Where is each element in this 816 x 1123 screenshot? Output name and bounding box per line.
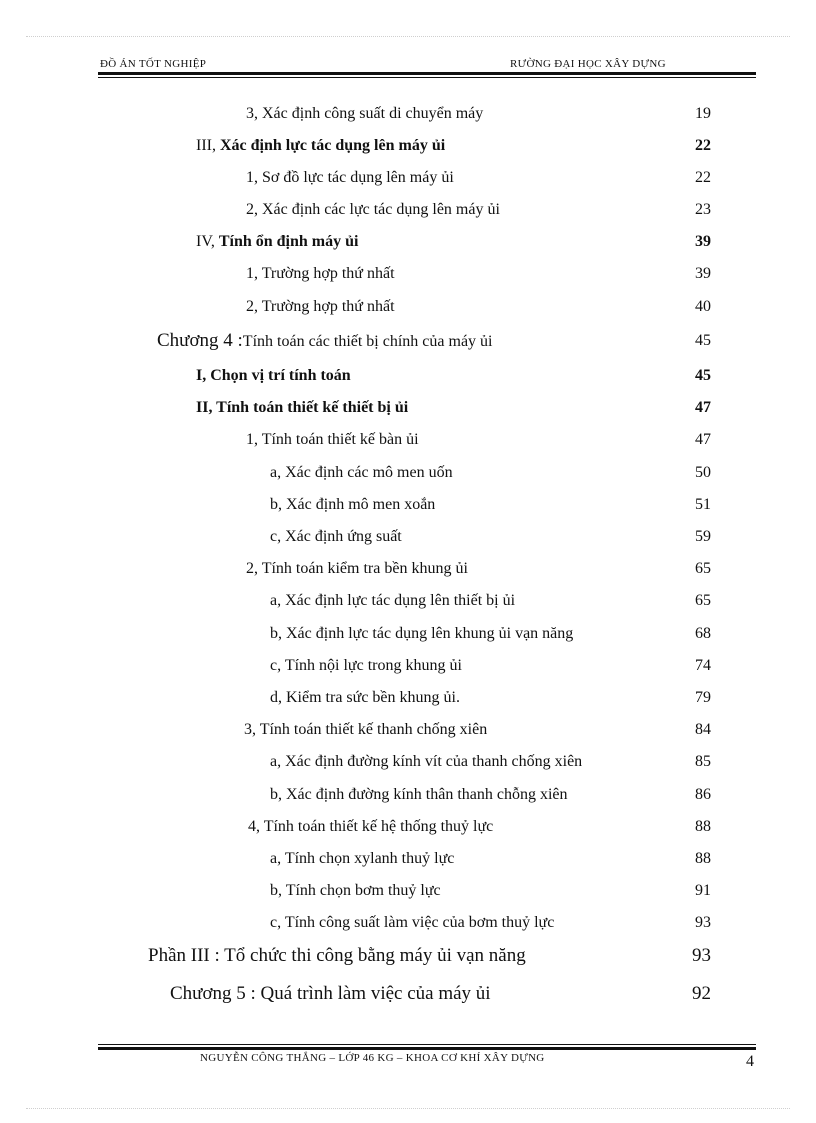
- toc-row: [0, 295, 816, 319]
- toc-entry-page: 74: [695, 657, 711, 674]
- toc-row: [0, 166, 816, 190]
- header-left-text: ĐỒ ÁN TỐT NGHIỆP: [100, 58, 207, 70]
- toc-entry-title: Xác định lực tác dụng lên máy ủi: [219, 137, 446, 154]
- toc-entry-page: 39: [695, 265, 711, 282]
- toc-entry-label: [196, 134, 445, 158]
- toc-entry-page: 22: [695, 169, 711, 186]
- toc-entry-prefix: IV,: [196, 233, 219, 250]
- toc-entry-label: Phần III : Tổ chức thi công bằng máy ủi vạn năng: [148, 945, 526, 966]
- toc-entry-label: c, Xác định ứng suất: [270, 528, 402, 545]
- toc-row: [0, 102, 816, 126]
- toc-entry-page: 85: [695, 753, 711, 770]
- toc-row-part: [0, 944, 816, 968]
- toc-row: [0, 230, 816, 254]
- toc-entry-label: 2, Tính toán kiểm tra bền khung ủi: [246, 560, 468, 577]
- toc-row: [0, 622, 816, 646]
- toc-row: [0, 525, 816, 549]
- toc-entry-page: 92: [692, 983, 711, 1004]
- toc-entry-label: 2, Trường hợp thứ nhất: [246, 298, 395, 315]
- toc-entry-prefix: III,: [196, 137, 220, 154]
- toc-row: [0, 134, 816, 158]
- toc-entry-page: 50: [695, 464, 711, 481]
- toc-entry-label: 3, Xác định công suất di chuyển máy: [246, 105, 484, 122]
- toc-row: [0, 654, 816, 678]
- page-border-top: [26, 36, 790, 37]
- toc-entry-label: a, Xác định đường kính vít của thanh chống xiên: [270, 753, 583, 770]
- toc-entry-label: 1, Sơ đồ lực tác dụng lên máy ủi: [246, 169, 454, 186]
- toc-row: [0, 262, 816, 286]
- chapter-prefix: Chương 4 :: [157, 330, 243, 351]
- toc-entry-label: b, Xác định mô men xoắn: [270, 496, 436, 513]
- toc-entry-label: b, Xác định đường kính thân thanh chỗng xiên: [270, 786, 568, 803]
- toc-entry-page: 19: [695, 105, 711, 122]
- toc-entry-label: b, Xác định lực tác dụng lên khung ủi vạn năng: [270, 625, 574, 642]
- toc-entry-page: 88: [695, 818, 711, 835]
- footer-rule-thin: [98, 1044, 756, 1045]
- page-number: 4: [746, 1053, 754, 1070]
- toc-row: [0, 364, 816, 388]
- toc-entry-page: 93: [692, 945, 711, 966]
- toc-row: [0, 815, 816, 839]
- header-right-text: RƯỜNG ĐẠI HỌC XÂY DỰNG: [510, 58, 666, 70]
- header-rule-thick: [98, 72, 756, 75]
- toc-entry-page: 86: [695, 786, 711, 803]
- toc-entry-label: c, Tính nội lực trong khung ủi: [270, 657, 462, 674]
- page-border-bottom: [26, 1108, 790, 1109]
- toc-entry-label: [196, 230, 358, 254]
- toc-entry-page: 91: [695, 882, 711, 899]
- toc-row: [0, 396, 816, 420]
- toc-row: [0, 783, 816, 807]
- toc-entry-label: 1, Trường hợp thứ nhất: [246, 265, 395, 282]
- toc-entry-label: [157, 329, 493, 354]
- toc-row-chapter: [0, 329, 816, 353]
- toc-row: [0, 461, 816, 485]
- toc-entry-page: 40: [695, 298, 711, 315]
- toc-row: [0, 718, 816, 742]
- toc-row: [0, 493, 816, 517]
- toc-entry-page: 22: [695, 137, 711, 154]
- toc-entry-label: 4, Tính toán thiết kế hệ thống thuỷ lực: [248, 818, 494, 835]
- toc-entry-label: a, Xác định lực tác dụng lên thiết bị ủi: [270, 592, 516, 609]
- toc-entry-page: 93: [695, 914, 711, 931]
- toc-entry-page: 79: [695, 689, 711, 706]
- header-rule-thin: [98, 77, 756, 78]
- toc-row: [0, 557, 816, 581]
- toc-row: [0, 879, 816, 903]
- toc-entry-label: a, Xác định các mô men uốn: [270, 464, 453, 481]
- footer-text: NGUYỄN CÔNG THẮNG – LỚP 46 KG – KHOA CƠ KHÍ XÂY DỰNG: [200, 1052, 545, 1064]
- toc-entry-page: 45: [695, 367, 711, 384]
- toc-row: [0, 589, 816, 613]
- toc-row-chapter: [0, 982, 816, 1006]
- toc-entry-page: 59: [695, 528, 711, 545]
- toc-row: [0, 198, 816, 222]
- toc-entry-page: 47: [695, 431, 711, 448]
- toc-entry-page: 39: [695, 233, 711, 250]
- toc-entry-label: 2, Xác định các lực tác dụng lên máy ủi: [246, 201, 500, 218]
- toc-entry-label: II, Tính toán thiết kế thiết bị ủi: [196, 399, 409, 416]
- toc-row: [0, 911, 816, 935]
- toc-entry-page: 88: [695, 850, 711, 867]
- toc-entry-label: c, Tính công suất làm việc của bơm thuỷ lực: [270, 914, 555, 931]
- toc-entry-title: Tính ổn định máy ủi: [218, 233, 359, 250]
- chapter-title: Tính toán các thiết bị chính của máy ủi: [242, 333, 493, 350]
- toc-entry-page: 84: [695, 721, 711, 738]
- toc-entry-label: 3, Tính toán thiết kế thanh chống xiên: [244, 721, 488, 738]
- toc-entry-page: 47: [695, 399, 711, 416]
- toc-row: [0, 750, 816, 774]
- footer-rule-thick: [98, 1047, 756, 1050]
- toc-entry-label: d, Kiểm tra sức bền khung ủi.: [270, 689, 460, 706]
- toc-entry-label: Chương 5 : Quá trình làm việc của máy ủi: [170, 983, 491, 1004]
- toc-entry-page: 65: [695, 560, 711, 577]
- toc-entry-page: 68: [695, 625, 711, 642]
- toc-entry-label: 1, Tính toán thiết kế bàn ủi: [246, 431, 419, 448]
- toc-entry-page: 65: [695, 592, 711, 609]
- toc-entry-page: 51: [695, 496, 711, 513]
- toc-entry-label: b, Tính chọn bơm thuỷ lực: [270, 882, 441, 899]
- toc-row: [0, 428, 816, 452]
- toc-entry-label: I, Chọn vị trí tính toán: [196, 367, 351, 384]
- toc-row: [0, 847, 816, 871]
- toc-entry-label: a, Tính chọn xylanh thuỷ lực: [270, 850, 455, 867]
- toc-entry-page: 23: [695, 201, 711, 218]
- toc-entry-page: 45: [695, 332, 711, 349]
- toc-row: [0, 686, 816, 710]
